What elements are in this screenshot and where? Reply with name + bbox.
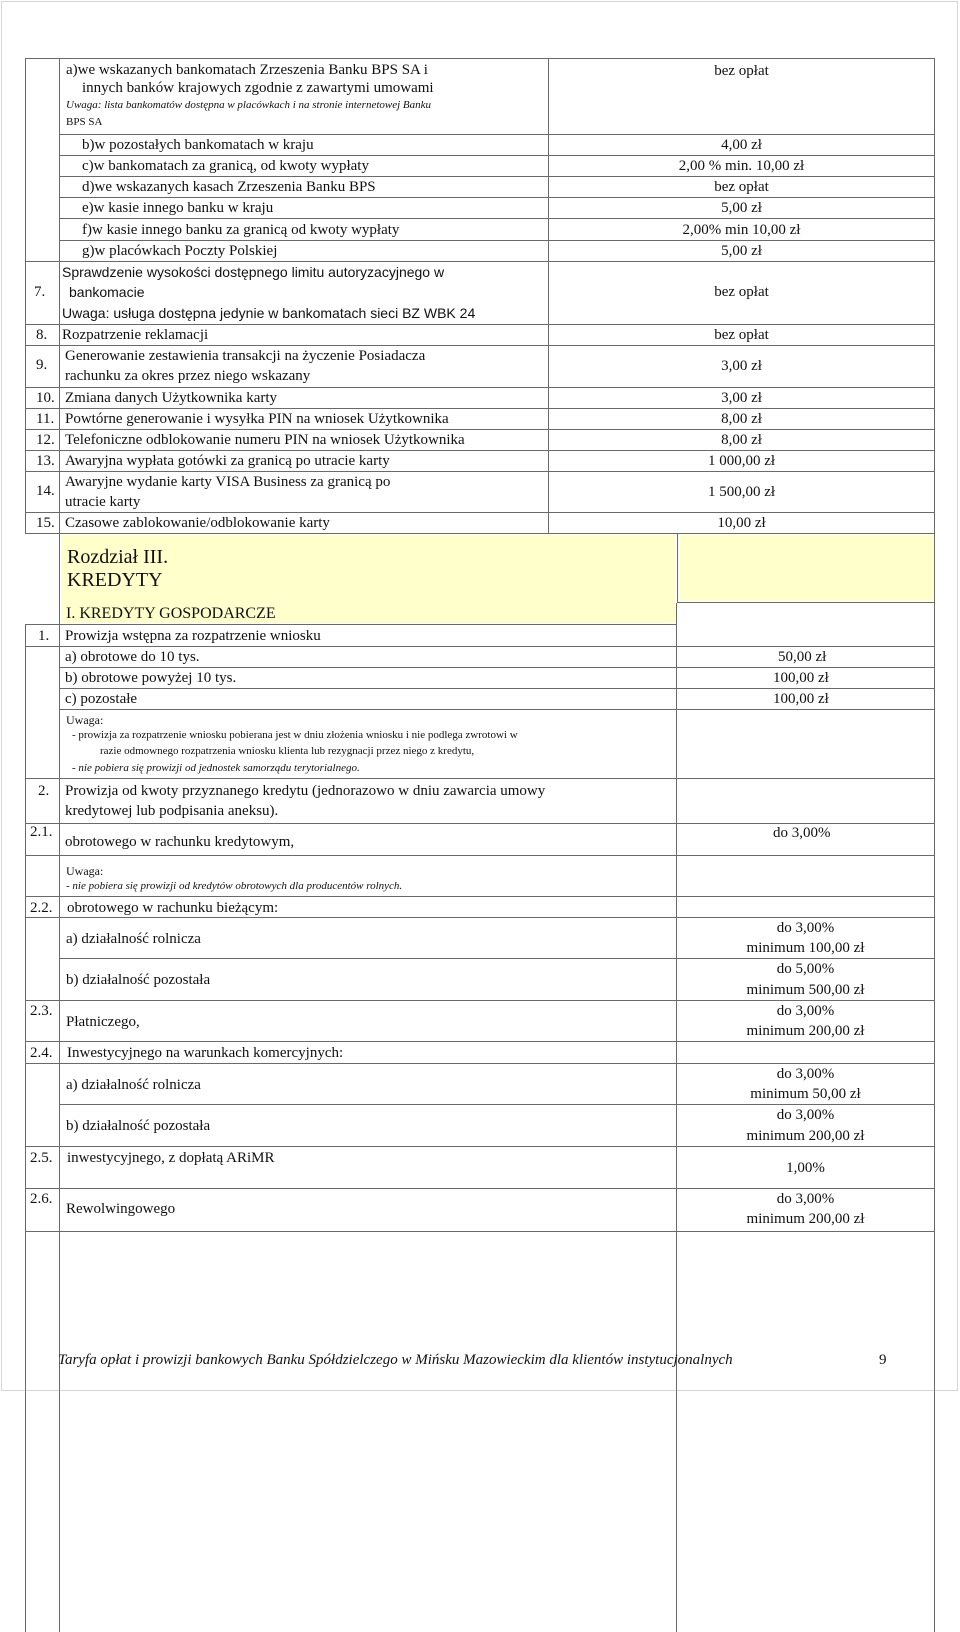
row-divider [25, 58, 935, 59]
section-subheading: I. KREDYTY GOSPODARCZE [66, 605, 276, 622]
credit-2-1-label: obrotowego w rachunku kredytowym, [65, 834, 295, 850]
atm-row-a-label: a)we wskazanych bankomatach Zrzeszenia Banku BPS SA i [66, 62, 428, 78]
row-divider [25, 345, 935, 346]
credit-note2-title: Uwaga: [66, 864, 104, 878]
row-divider [59, 155, 935, 156]
item-9-label: Generowanie zestawienia transakcji na życzenie Posiadacza [65, 348, 426, 364]
table-border-left [25, 624, 26, 1632]
credit-1c-fee: 100,00 zł [773, 691, 829, 707]
atm-row-f-label: f)w kasie innego banku za granicą od kwoty wypłaty [82, 222, 400, 238]
credit-note-title: Uwaga: [66, 713, 104, 727]
credit-note2-line: - nie pobiera się prowizji od kredytów obrotowych dla producentów rolnych. [66, 880, 403, 892]
atm-row-c-fee: 2,00 % min. 10,00 zł [678, 158, 805, 174]
credit-2-2b-fee: do 5,00% [776, 961, 835, 977]
table-border-right [934, 58, 935, 533]
credit-2-2a-label: a) działalność rolnicza [66, 931, 201, 947]
credit-2-4b-label: b) działalność pozostała [66, 1118, 211, 1134]
atm-row-g-fee: 5,00 zł [721, 243, 762, 259]
section-heading: Rozdział III. [67, 546, 169, 568]
item-7-number: 7. [34, 284, 46, 300]
credit-2-6-fee: do 3,00% [776, 1191, 835, 1207]
row-divider [25, 778, 935, 779]
atm-row-e-fee: 5,00 zł [721, 200, 762, 216]
section-border [676, 603, 677, 625]
item-14-label: Awaryjne wydanie karty VISA Business za granicą po [65, 474, 391, 490]
section-border [677, 602, 935, 603]
item-13-number: 13. [36, 453, 55, 469]
item-9-fee: 3,00 zł [721, 358, 762, 374]
atm-row-b-label: b)w pozostałych bankomatach w kraju [82, 137, 314, 153]
row-divider [25, 855, 935, 856]
item-12-label: Telefoniczne odblokowanie numeru PIN na wniosek Użytkownika [65, 432, 465, 448]
credit-1-number: 1. [38, 628, 50, 644]
credit-1b-label: b) obrotowe powyżej 10 tys. [65, 670, 237, 686]
section-header-bg-right [680, 535, 933, 601]
table-border-left [25, 58, 26, 533]
credit-2-2b-min: minimum 500,00 zł [746, 982, 865, 998]
item-11-fee: 8,00 zł [721, 411, 762, 427]
item-15-number: 15. [36, 515, 55, 531]
row-divider [25, 1146, 935, 1147]
item-14-number: 14. [36, 483, 55, 499]
credit-2-1-number: 2.1. [30, 824, 53, 840]
row-divider [25, 1041, 935, 1042]
row-divider [25, 646, 935, 647]
row-divider [25, 1188, 935, 1189]
credit-2-4-label: Inwestycyjnego na warunkach komercyjnych: [67, 1045, 344, 1061]
credit-2-6-number: 2.6. [30, 1191, 53, 1207]
credit-2-3-number: 2.3. [30, 1003, 53, 1019]
row-divider [25, 896, 935, 897]
atm-row-f-fee: 2,00% min 10,00 zł [682, 222, 801, 238]
row-divider [25, 261, 935, 262]
credit-2-2-label: obrotowego w rachunku bieżącym: [67, 900, 279, 916]
item-15-label: Czasowe zablokowanie/odblokowanie karty [65, 515, 330, 531]
row-divider [59, 197, 935, 198]
row-divider [59, 688, 935, 689]
atm-row-a-label: innych banków krajowych zgodnie z zawartymi umowami [82, 80, 434, 96]
credit-2-4b-min: minimum 200,00 zł [746, 1128, 865, 1144]
credit-2-3-fee: do 3,00% [776, 1003, 835, 1019]
row-divider [59, 176, 935, 177]
item-12-fee: 8,00 zł [721, 432, 762, 448]
atm-row-b-fee: 4,00 zł [721, 137, 762, 153]
atm-row-a-note: BPS SA [66, 116, 103, 128]
credit-2-3-label: Płatniczego, [66, 1014, 140, 1030]
atm-row-a-fee: bez opłat [714, 63, 769, 79]
credit-2-4a-min: minimum 50,00 zł [750, 1086, 861, 1102]
atm-row-c-label: c)w bankomatach za granicą, od kwoty wypłaty [82, 158, 369, 174]
row-divider [25, 1063, 935, 1064]
item-11-number: 11. [36, 411, 55, 427]
credit-2-6-label: Rewolwingowego [66, 1201, 176, 1217]
section-border [934, 533, 935, 603]
credit-note-line: - nie pobiera się prowizji od jednostek samorządu terytorialnego. [72, 762, 360, 774]
item-13-label: Awaryjna wypłata gotówki za granicą po utracie karty [65, 453, 390, 469]
credit-2-5-label: inwestycyjnego, z dopłatą ARiMR [67, 1150, 275, 1166]
item-8-label: Rozpatrzenie reklamacji [62, 327, 209, 343]
atm-row-d-fee: bez opłat [714, 179, 769, 195]
credit-2-4b-fee: do 3,00% [776, 1107, 835, 1123]
credit-2-4a-label: a) działalność rolnicza [66, 1077, 201, 1093]
credit-note-line: - prowizja za rozpatrzenie wniosku pobierana jest w dniu złożenia wniosku i nie podlega zwrotowi w [72, 729, 518, 741]
item-9-label: rachunku za okres przez niego wskazany [65, 368, 311, 384]
credit-2-2a-min: minimum 100,00 zł [746, 940, 865, 956]
row-divider [25, 450, 935, 451]
row-divider [25, 1000, 935, 1001]
item-7-label: bankomacie [69, 284, 145, 300]
item-14-label: utracie karty [65, 494, 141, 510]
row-divider [25, 533, 935, 534]
item-8-number: 8. [36, 327, 48, 343]
item-15-fee: 10,00 zł [717, 515, 766, 531]
row-divider [59, 958, 935, 959]
row-divider [25, 512, 935, 513]
row-divider [59, 1104, 935, 1105]
section-heading: KREDYTY [67, 569, 163, 591]
table-border-num [59, 624, 60, 1632]
table-border-right [934, 603, 935, 1632]
section-border [677, 533, 678, 603]
item-7-label: Sprawdzenie wysokości dostępnego limitu autoryzacyjnego w [62, 264, 445, 280]
atm-row-g-label: g)w placówkach Poczty Polskiej [82, 243, 278, 259]
atm-row-d-label: d)we wskazanych kasach Zrzeszenia Banku BPS [82, 179, 376, 195]
row-divider [59, 134, 935, 135]
credit-2-6-min: minimum 200,00 zł [746, 1211, 865, 1227]
credit-1-label: Prowizja wstępna za rozpatrzenie wniosku [65, 628, 321, 644]
page-number: 9 [879, 1352, 887, 1368]
row-divider [25, 408, 935, 409]
credit-1a-label: a) obrotowe do 10 tys. [65, 649, 200, 665]
credit-1a-fee: 50,00 zł [778, 649, 827, 665]
row-divider [25, 471, 935, 472]
atm-row-a-note: Uwaga: lista bankomatów dostępna w placówkach i na stronie internetowej Banku [66, 99, 432, 111]
item-13-fee: 1 000,00 zł [707, 453, 776, 469]
item-9-number: 9. [36, 357, 48, 373]
row-divider [25, 917, 935, 918]
row-divider [59, 240, 935, 241]
item-7-note: Uwaga: usługa dostępna jedynie w bankomatach sieci BZ WBK 24 [62, 305, 476, 321]
credit-2-1-fee: do 3,00% [773, 825, 831, 841]
credit-2-number: 2. [38, 783, 50, 799]
item-10-fee: 3,00 zł [721, 390, 762, 406]
credit-2-label: Prowizja od kwoty przyznanego kredytu (jednorazowo w dniu zawarcia umowy [65, 783, 546, 799]
credit-2-5-fee: 1,00% [786, 1160, 825, 1176]
row-divider [25, 1231, 935, 1232]
credit-2-label: kredytowej lub podpisania aneksu). [65, 803, 279, 819]
credit-2-4-number: 2.4. [30, 1045, 53, 1061]
credit-1c-label: c) pozostałe [65, 691, 138, 707]
item-11-label: Powtórne generowanie i wysyłka PIN na wniosek Użytkownika [65, 411, 449, 427]
item-7-fee: bez opłat [714, 284, 769, 300]
row-divider [25, 823, 935, 824]
credit-2-3-min: minimum 200,00 zł [746, 1023, 865, 1039]
row-divider [25, 429, 935, 430]
credit-1b-fee: 100,00 zł [773, 670, 829, 686]
credit-2-5-number: 2.5. [30, 1150, 53, 1166]
credit-2-2b-label: b) działalność pozostała [66, 972, 211, 988]
item-14-fee: 1 500,00 zł [707, 484, 776, 500]
section-border [25, 624, 677, 625]
row-divider [25, 324, 935, 325]
credit-note-line: razie odmownego rozpatrzenia wniosku klienta lub rezygnacji przez niego z kredytu, [100, 745, 475, 757]
row-divider [59, 709, 935, 710]
item-10-label: Zmiana danych Użytkownika karty [65, 390, 278, 406]
section-border [59, 533, 60, 625]
table-border-num [59, 58, 60, 533]
row-divider [25, 387, 935, 388]
item-12-number: 12. [36, 432, 55, 448]
item-8-fee: bez opłat [714, 327, 769, 343]
credit-2-4a-fee: do 3,00% [776, 1066, 835, 1082]
credit-2-2a-fee: do 3,00% [776, 920, 835, 936]
footer-text: Taryfa opłat i prowizji bankowych Banku Spółdzielczego w Mińsku Mazowieckim dla klientów instytucjonalnych [58, 1352, 733, 1368]
item-10-number: 10. [36, 390, 55, 406]
credit-2-2-number: 2.2. [30, 900, 53, 916]
row-divider [59, 667, 935, 668]
row-divider [59, 218, 935, 219]
atm-row-e-label: e)w kasie innego banku w kraju [82, 200, 274, 216]
